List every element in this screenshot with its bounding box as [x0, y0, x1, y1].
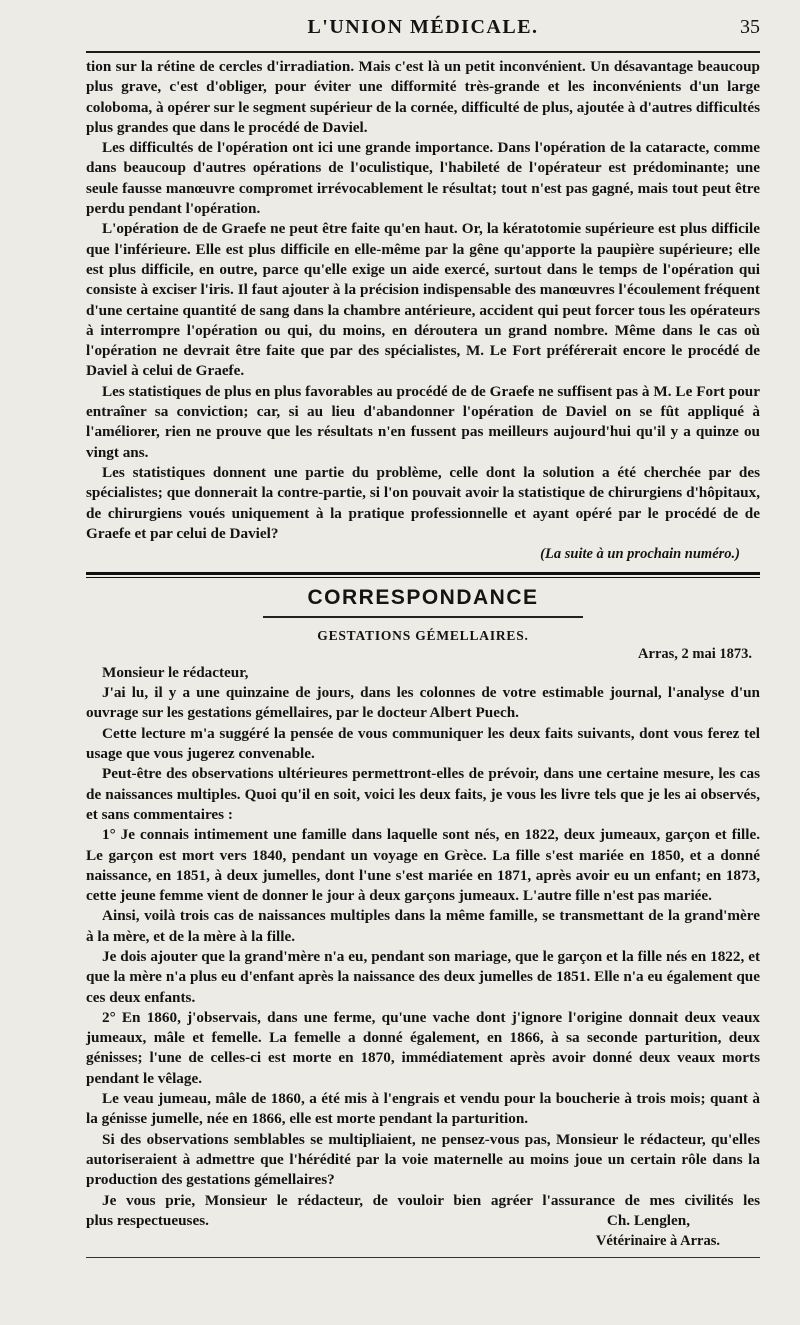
journal-title: L'UNION MÉDICALE.	[307, 16, 539, 38]
letter-paragraph: Je vous prie, Monsieur le rédacteur, de vouloir bien agréer l'assurance de mes civilités les	[102, 1191, 760, 1209]
closing-line: plus respectueuses.	[86, 1211, 209, 1229]
signature-title: Vétérinaire à Arras.	[595, 1232, 720, 1249]
header-rule	[86, 51, 760, 53]
page-header	[86, 0, 760, 42]
signature-name: Ch. Lenglen,	[606, 1211, 690, 1229]
article-paragraph: tion sur la rétine de cercles d'irradiation. Mais c'est là un petit inconvénient. Un désavantage beaucoup plus grave, c'est d'obliger, pour éviter une difformité très-grande et les inconvénients d'un large coloboma, à opérer sur le segment supérieur de la cornée, difficulté de plus, ajoutée à d'autres difficultés plus grandes que dans le procédé de Daviel.	[86, 58, 760, 136]
title-underline	[263, 616, 583, 618]
footer-rule	[86, 1257, 760, 1258]
article-body	[86, 57, 760, 544]
letter-closing	[86, 1211, 760, 1231]
letter-paragraph: Peut-être des observations ultérieures permettront-elles de prévoir, dans une certaine mesure, les cas de naissances multiples. Quoi qu'il en soit, voici les deux faits, je vous les livre tels que je les ai observés, et sans commentaires :	[86, 765, 760, 823]
section-title: CORRESPONDANCE	[307, 586, 539, 610]
letter-paragraph: 2° En 1860, j'observais, dans une ferme, qu'une vache dont j'ignore l'origine donnait deux veaux jumeaux, mâle et femelle. La femelle a donné également, en 1866, à sa seconde parturition, deux génisses; l'une de celles-ci est morte en 1870, immédiatement après avoir donné deux veaux morts pendant le vêlage.	[86, 1008, 760, 1087]
to-be-continued-note: (La suite à un prochain numéro.)	[540, 546, 740, 563]
letter-paragraph: Je dois ajouter que la grand'mère n'a eu, pendant son mariage, que le garçon et la fille nés en 1822, et que la mère n'a plus eu d'enfant après la naissance des deux jumelles de 1851. Elle n'a eu également que ces deux enfants.	[86, 947, 760, 1006]
letter-body	[86, 683, 760, 1211]
letter-paragraph: Le veau jumeau, mâle de 1860, a été mis à l'engrais et vendu pour la boucherie à trois mois; quant à la génisse jumelle, née en 1866, elle est morte pendant la parturition.	[86, 1090, 760, 1128]
letter-paragraph: Cette lecture m'a suggéré la pensée de vous communiquer les deux faits suivants, dont vous ferez tel usage que vous jugerez convenable.	[86, 724, 760, 763]
letter-subtitle: GESTATIONS GÉMELLAIRES.	[317, 628, 529, 644]
letter-paragraph: Si des observations semblables se multipliaient, ne pensez-vous pas, Monsieur le rédacteur, qu'elles autoriseraient à admettre que l'hérédité par la voie maternelle au moins joue un certain rôle dans la production des gestations gémellaires?	[86, 1130, 760, 1189]
letter-paragraph: 1° Je connais intimement une famille dans laquelle sont nés, en 1822, deux jumeaux, garçon et fille. Le garçon est mort vers 1840, pendant un voyage en Grèce. La fille s'est mariée en 1850, et a donné naissance, en 1851, à deux jumelles, dont l'une s'est mariée en 1871, après avoir eu un enfant; en 1873, cette jeune femme vient de donner le jour à deux garçons jumeaux. L'autre fille n'est pas mariée.	[86, 826, 760, 905]
page-number: 35	[740, 16, 760, 38]
letter-dateline: Arras, 2 mai 1873.	[638, 646, 752, 663]
section-divider	[86, 572, 760, 578]
article-paragraph: Les statistiques donnent une partie du problème, celle dont la solution a été cherchée par des spécialistes; que donnerait la contre-partie, si l'on pouvait avoir la statistique de chirurgiens d'hôpitaux, de chirurgiens voués uniquement à la pratique professionnelle et ayant opéré par le procédé de de Graefe et par celui de Daviel?	[86, 463, 760, 542]
article-paragraph: Les statistiques de plus en plus favorables au procédé de de Graefe ne suffisent pas à M. Le Fort pour entraîner sa conviction; car, si au lieu d'abandonner l'opération de Daviel on se fût appliqué à l'améliorer, rien ne prouve que les résultats n'en fussent pas meilleurs aujourd'hui qu'il y a quinze ou vingt ans.	[86, 382, 760, 461]
article-paragraph: L'opération de de Graefe ne peut être faite qu'en haut. Or, la kératotomie supérieure est plus difficile que l'inférieure. Elle est plus difficile en elle-même par la gêne qu'apporte la paupière supérieure; elle est plus difficile, en outre, parce qu'elle exige un aide exercé, surtout dans le temps de l'opération qui consiste à exciser l'iris. Il faut ajouter à la précision indispensable des manœuvres l'écoulement fréquent d'une certaine quantité de sang dans la chambre antérieure, accident qui peut forcer tous les opérateurs à interrompre l'opération ou qui, du moins, en déroutera un grand nombre. Même dans le cas où l'opération ne devrait être faite que par des spécialistes, M. Le Fort préférerait encore le procédé de Daviel à celui de Graefe.	[86, 220, 760, 380]
letter-paragraph: Ainsi, voilà trois cas de naissances multiples dans la même famille, se transmettant de la grand'mère à la mère, et de la mère à la fille.	[86, 907, 760, 945]
letter-paragraph: J'ai lu, il y a une quinzaine de jours, dans les colonnes de votre estimable journal, l'analyse d'un ouvrage sur les gestations gémellaires, par le docteur Albert Puech.	[86, 684, 760, 722]
article-paragraph: Les difficultés de l'opération ont ici une grande importance. Dans l'opération de la cataracte, comme dans beaucoup d'autres opérations de l'oculistique, l'habileté de l'opérateur est prédominante; une seule fausse manœuvre compromet irrévocablement le résultat; tout n'est pas gagné, mais tout peut être perdu pendant l'opération.	[86, 139, 760, 218]
letter-salutation: Monsieur le rédacteur,	[102, 664, 249, 682]
